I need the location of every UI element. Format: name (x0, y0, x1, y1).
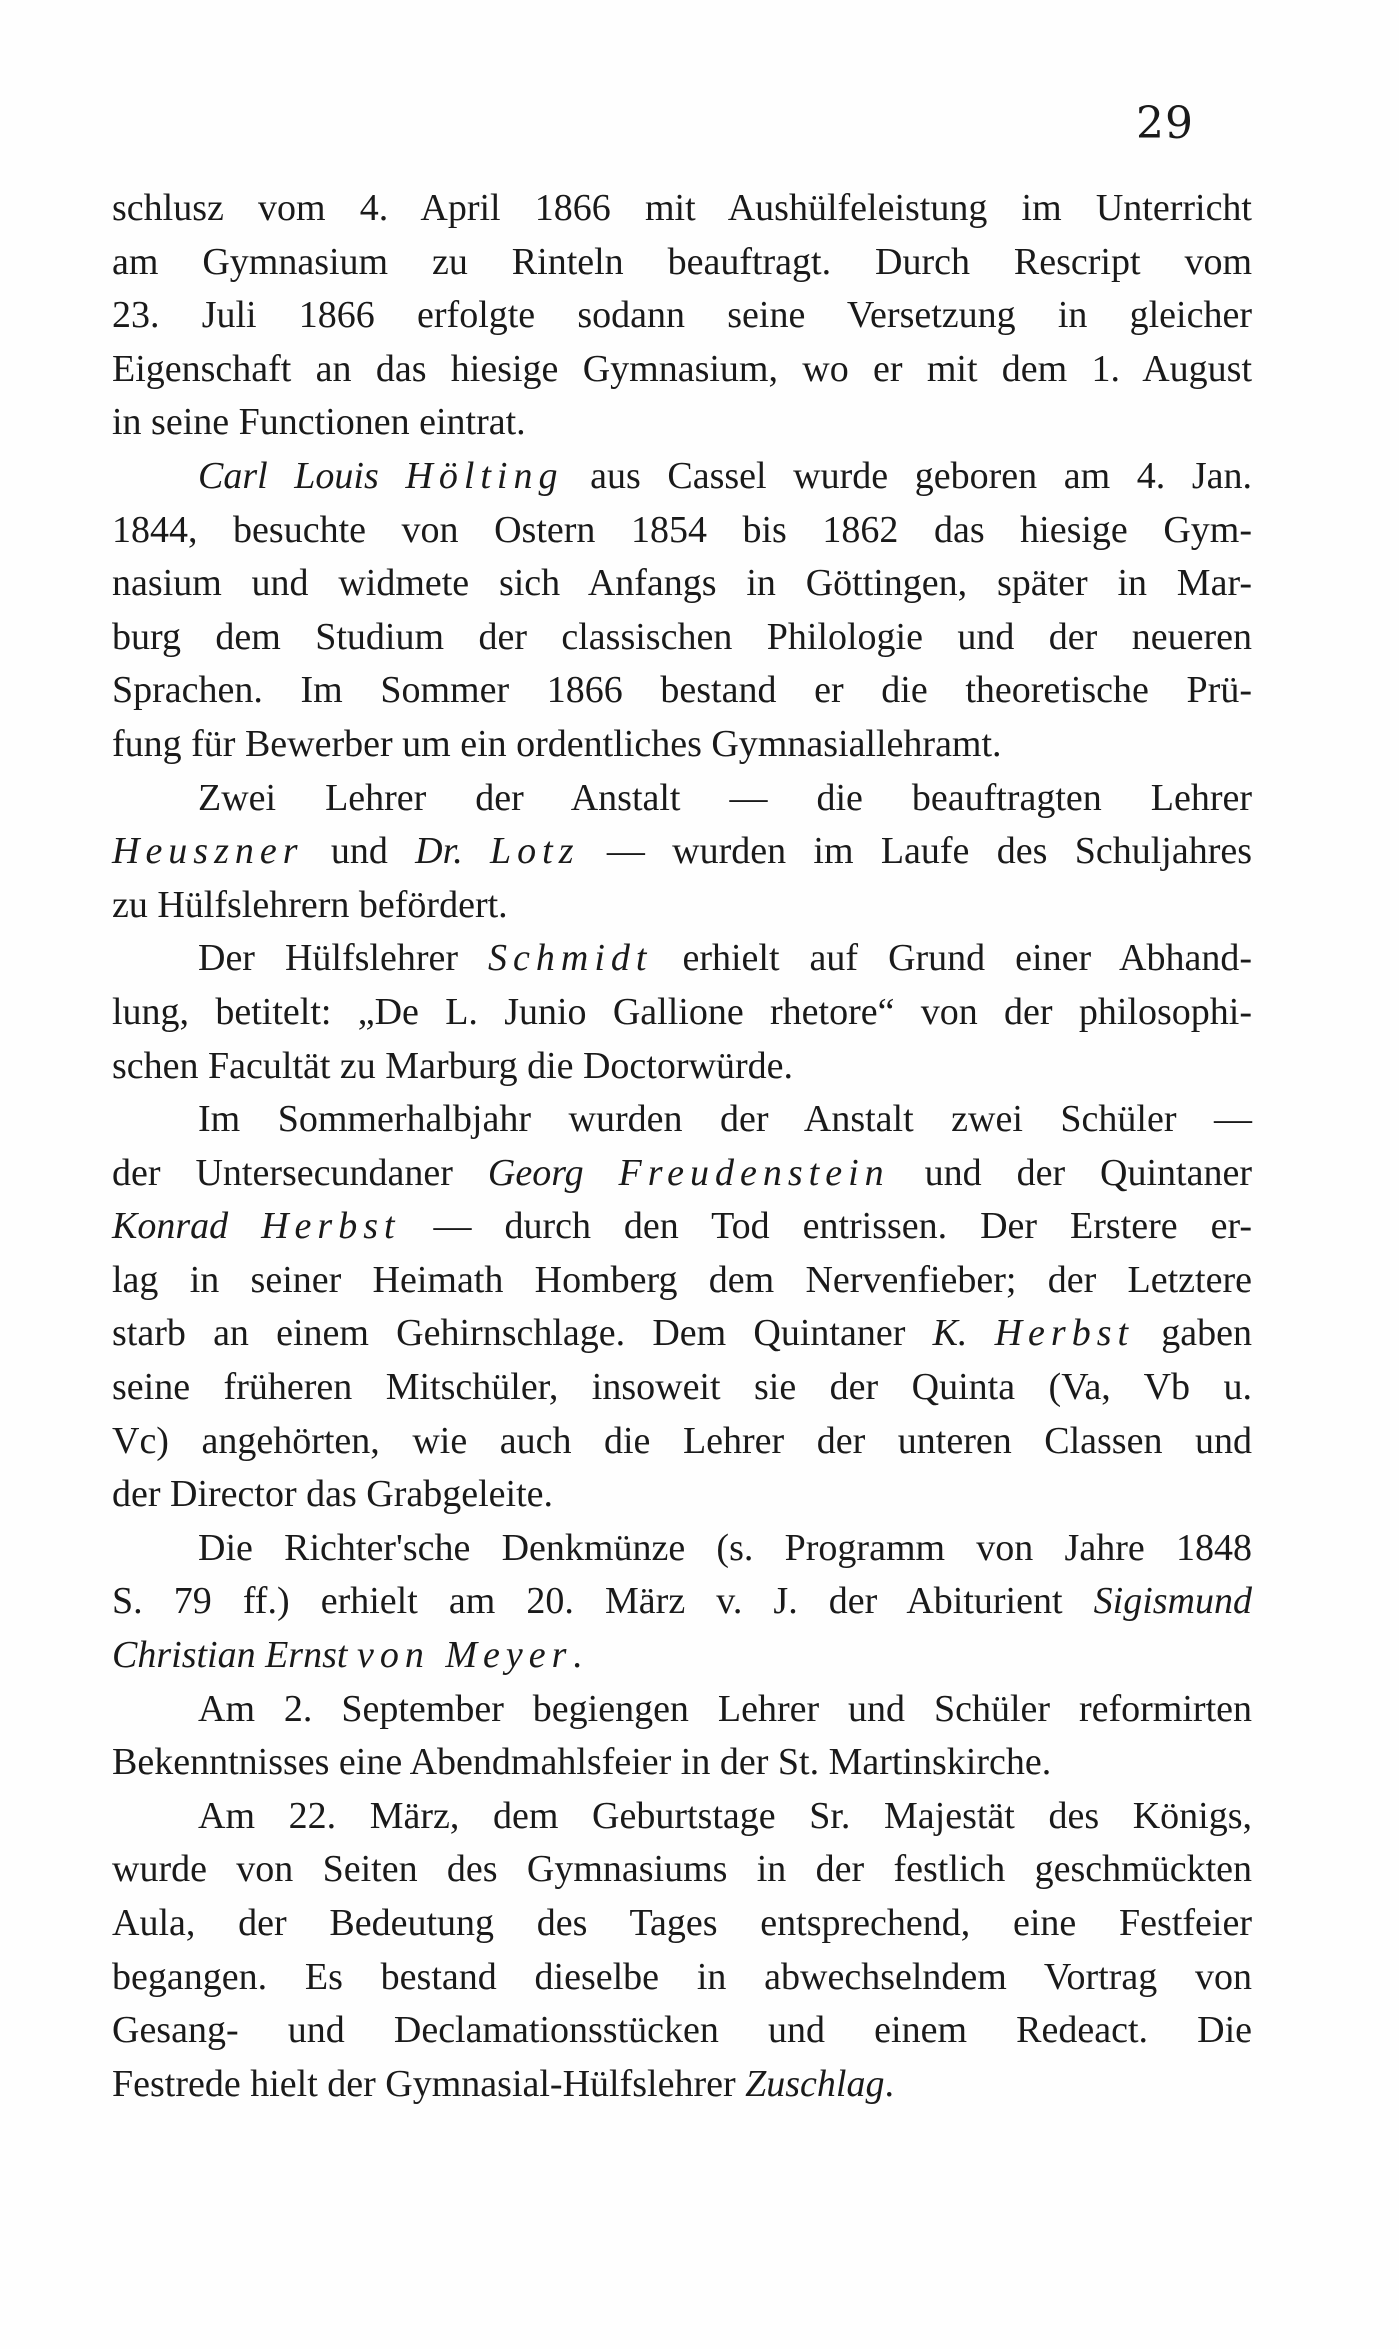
text-line (112, 772, 1252, 826)
text-line (112, 289, 1252, 343)
emphasized-name: K. (932, 1312, 995, 1355)
text-segment: zu Hülfslehrern befördert. (112, 883, 508, 926)
text-line (112, 932, 1252, 986)
text-line (112, 1200, 1252, 1254)
text-segment: am Gymnasium zu Rinteln beauftragt. Durch Rescript vom (112, 240, 1252, 283)
text-segment: gaben (1134, 1312, 1252, 1355)
text-segment: Am 22. März, dem Geburtstage Sr. Majestät des Königs, (198, 1794, 1252, 1837)
text-line (112, 1575, 1252, 1629)
text-line (112, 1736, 1252, 1790)
text-segment: Sprachen. Im Sommer 1866 bestand er die theoretische Prü- (112, 669, 1252, 712)
text-segment: Der Hülfslehrer (198, 937, 489, 980)
emphasized-name: Sigismund (1093, 1580, 1252, 1623)
text-segment: — wurden im Laufe des Schuljahres (579, 830, 1252, 873)
emphasized-name: von Meyer (356, 1634, 573, 1677)
emphasized-name: Schmidt (488, 937, 653, 980)
text-line (112, 1629, 1252, 1683)
text-line (112, 1468, 1252, 1522)
page-number: 29 (1136, 98, 1194, 149)
emphasized-name: Georg (487, 1151, 619, 1194)
text-segment: der Untersecundaner (112, 1151, 488, 1194)
body-text (112, 182, 1252, 2111)
text-segment: lung, betitelt: „De L. Junio Gallione rhetore“ von der philosophi- (112, 990, 1252, 1033)
emphasized-name: Lotz (490, 830, 580, 873)
text-segment: starb an einem Gehirnschlage. Dem Quintaner (112, 1312, 933, 1355)
text-line (112, 1897, 1252, 1951)
text-segment: lag in seiner Heimath Homberg dem Nervenfieber; der Letztere (112, 1258, 1252, 1301)
text-segment: fung für Bewerber um ein ordentliches Gymnasiallehramt. (112, 722, 1002, 765)
text-segment: der Director das Grabgeleite. (112, 1473, 554, 1516)
text-segment: . (884, 2062, 894, 2105)
text-segment: und (303, 830, 416, 873)
text-segment: Eigenschaft an das hiesige Gymnasium, wo er mit dem 1. August (112, 347, 1252, 390)
text-line (112, 718, 1252, 772)
text-line (112, 236, 1252, 290)
text-segment: S. 79 ff.) erhielt am 20. März v. J. der Abiturient (112, 1580, 1094, 1623)
text-segment: wurde von Seiten des Gymnasiums in der festlich geschmückten (112, 1848, 1252, 1891)
emphasized-name: Dr. (415, 830, 491, 873)
text-line (112, 557, 1252, 611)
text-segment: burg dem Studium der classischen Philologie und der neueren (112, 615, 1252, 658)
emphasized-name: Heuszner (112, 830, 304, 873)
text-line (112, 2004, 1252, 2058)
emphasized-name: Herbst (261, 1205, 401, 1248)
text-segment: begangen. Es bestand dieselbe in abwechselndem Vortrag von (112, 1955, 1252, 1998)
text-segment: Am 2. September begiengen Lehrer und Schüler reformirten (198, 1687, 1252, 1730)
text-line (112, 1307, 1252, 1361)
text-line (112, 2058, 1252, 2112)
text-segment: Im Sommerhalbjahr wurden der Anstalt zwei Schüler — (198, 1098, 1252, 1141)
text-segment: in seine Functionen eintrat. (112, 401, 526, 444)
text-line (112, 1361, 1252, 1415)
text-line (112, 1254, 1252, 1308)
text-segment: Zwei Lehrer der Anstalt — die beauftragten Lehrer (198, 776, 1252, 819)
text-segment: — durch den Tod entrissen. Der Erstere er- (400, 1205, 1252, 1248)
text-segment: 1844, besuchte von Ostern 1854 bis 1862 das hiesige Gym- (112, 508, 1252, 551)
emphasized-name: Herbst (994, 1312, 1135, 1355)
text-line (112, 450, 1252, 504)
text-segment: nasium und widmete sich Anfangs in Göttingen, später in Mar- (112, 562, 1252, 605)
text-line (112, 986, 1252, 1040)
text-line (112, 182, 1252, 236)
text-line (112, 1093, 1252, 1147)
text-line (112, 1040, 1252, 1094)
text-segment: . (572, 1634, 582, 1677)
text-line (112, 504, 1252, 558)
text-line (112, 1683, 1252, 1737)
text-line (112, 1415, 1252, 1469)
text-line (112, 1790, 1252, 1844)
text-line (112, 1843, 1252, 1897)
text-segment: schen Facultät zu Marburg die Doctorwürde. (112, 1044, 793, 1087)
text-line (112, 343, 1252, 397)
text-line (112, 1147, 1252, 1201)
text-line (112, 825, 1252, 879)
text-segment: aus Cassel wurde geboren am 4. Jan. (563, 454, 1252, 497)
text-segment: schlusz vom 4. April 1866 mit Aushülfeleistung im Unterricht (112, 187, 1252, 229)
text-line (112, 1522, 1252, 1576)
emphasized-name: Zuschlag (745, 2062, 885, 2105)
text-segment: Vc) angehörten, wie auch die Lehrer der unteren Classen und (112, 1419, 1252, 1462)
text-segment: erhielt auf Grund einer Abhand- (652, 937, 1252, 980)
text-line (112, 664, 1252, 718)
text-line (112, 1951, 1252, 2005)
text-segment: Aula, der Bedeutung des Tages entsprechend, eine Festfeier (112, 1902, 1252, 1944)
text-line (112, 879, 1252, 933)
emphasized-name: Freudenstein (618, 1151, 890, 1194)
text-segment: Festrede hielt der Gymnasial-Hülfslehrer (112, 2062, 746, 2105)
text-line (112, 396, 1252, 450)
text-segment: Gesang- und Declamationsstücken und einem Redeact. Die (112, 2009, 1252, 2052)
text-segment: Die Richter'sche Denkmünze (s. Programm von Jahre 1848 (198, 1526, 1252, 1569)
emphasized-name: Christian Ernst (112, 1634, 357, 1677)
text-segment: und der Quintaner (889, 1151, 1253, 1194)
text-segment: 23. Juli 1866 erfolgte sodann seine Versetzung in gleicher (112, 294, 1252, 337)
text-segment: seine früheren Mitschüler, insoweit sie der Quinta (Va, Vb u. (112, 1366, 1252, 1409)
text-segment: Bekenntnisses eine Abendmahlsfeier in der St. Martinskirche. (112, 1741, 1052, 1784)
emphasized-name: Hölting (405, 454, 564, 497)
emphasized-name: Konrad (112, 1205, 262, 1248)
text-line (112, 611, 1252, 665)
emphasized-name: Carl Louis (198, 454, 406, 497)
